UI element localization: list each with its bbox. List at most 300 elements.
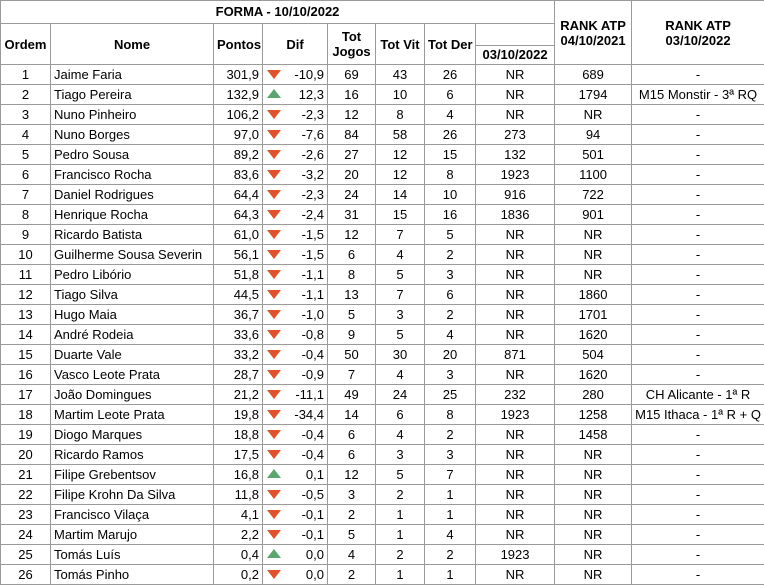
der-cell: 1 <box>425 485 476 505</box>
nome-cell: João Domingues <box>51 385 214 405</box>
semana-cell: - <box>632 185 764 205</box>
der-cell: 8 <box>425 165 476 185</box>
triangle-down-icon <box>267 390 281 399</box>
nome-cell: Nuno Borges <box>51 125 214 145</box>
vit-cell: 8 <box>376 105 425 125</box>
dif-cell <box>263 85 328 105</box>
pontos-cell: 18,8 <box>214 425 263 445</box>
ordem-cell: 17 <box>1 385 51 405</box>
ordem-cell: 9 <box>1 225 51 245</box>
pontos-cell: 4,1 <box>214 505 263 525</box>
triangle-down-icon <box>267 370 281 379</box>
nome-cell: André Rodeia <box>51 325 214 345</box>
der-cell: 3 <box>425 445 476 465</box>
der-cell: 26 <box>425 125 476 145</box>
rank-2022-cell: 1794 <box>555 85 632 105</box>
rank-2021-cell: NR <box>476 265 555 285</box>
nome-cell: Martim Leote Prata <box>51 405 214 425</box>
triangle-down-icon <box>267 510 281 519</box>
table-row <box>1 325 764 345</box>
rank-2021-cell: 232 <box>476 385 555 405</box>
rank-2022-cell: NR <box>555 485 632 505</box>
semana-cell: - <box>632 365 764 385</box>
table-row <box>1 225 764 245</box>
rank-2021-cell: NR <box>476 105 555 125</box>
table-row <box>1 285 764 305</box>
rank-2021-cell: NR <box>476 325 555 345</box>
ordem-cell: 16 <box>1 365 51 385</box>
nome-cell: Tomás Pinho <box>51 565 214 585</box>
rank-2021-cell: NR <box>476 485 555 505</box>
table-row <box>1 445 764 465</box>
jogos-cell: 31 <box>328 205 376 225</box>
triangle-down-icon <box>267 270 281 279</box>
dif-value: -0,8 <box>302 325 324 344</box>
table-row <box>1 425 764 445</box>
semana-cell: - <box>632 165 764 185</box>
rank-2022-cell: 689 <box>555 65 632 85</box>
jogos-cell: 13 <box>328 285 376 305</box>
triangle-down-icon <box>267 70 281 79</box>
semana-cell: M15 Ithaca - 1ª R + Q <box>632 405 764 425</box>
ordem-cell: 5 <box>1 145 51 165</box>
vit-cell: 3 <box>376 445 425 465</box>
vit-cell: 24 <box>376 385 425 405</box>
rank-2021-cell: NR <box>476 305 555 325</box>
ordem-cell: 4 <box>1 125 51 145</box>
dif-cell <box>263 425 328 445</box>
dif-cell <box>263 65 328 85</box>
vit-cell: 3 <box>376 305 425 325</box>
jogos-cell: 50 <box>328 345 376 365</box>
pontos-cell: 64,3 <box>214 205 263 225</box>
der-cell: 2 <box>425 305 476 325</box>
dif-value: -1,5 <box>302 225 324 244</box>
ordem-cell: 14 <box>1 325 51 345</box>
jogos-cell: 14 <box>328 405 376 425</box>
semana-cell: - <box>632 485 764 505</box>
rank-2022-cell: NR <box>555 505 632 525</box>
rank-2021-cell: NR <box>476 465 555 485</box>
rank-2022-cell: 1860 <box>555 285 632 305</box>
triangle-down-icon <box>267 190 281 199</box>
table-row <box>1 165 764 185</box>
rank-2021-cell: NR <box>476 245 555 265</box>
nome-cell: Henrique Rocha <box>51 205 214 225</box>
vit-cell: 2 <box>376 485 425 505</box>
vit-cell: 14 <box>376 185 425 205</box>
dif-value: 12,3 <box>299 85 324 104</box>
ordem-cell: 8 <box>1 205 51 225</box>
ordem-cell: 18 <box>1 405 51 425</box>
pontos-cell: 61,0 <box>214 225 263 245</box>
vit-cell: 6 <box>376 405 425 425</box>
triangle-down-icon <box>267 150 281 159</box>
nome-cell: Ricardo Ramos <box>51 445 214 465</box>
dif-cell <box>263 465 328 485</box>
der-cell: 4 <box>425 525 476 545</box>
table-row <box>1 345 764 365</box>
ordem-cell: 24 <box>1 525 51 545</box>
jogos-cell: 84 <box>328 125 376 145</box>
rank-2022-title: RANK ATP <box>635 18 761 33</box>
rank-2021-cell: NR <box>476 85 555 105</box>
nome-cell: Pedro Sousa <box>51 145 214 165</box>
rank-2021-cell: NR <box>476 445 555 465</box>
triangle-down-icon <box>267 530 281 539</box>
semana-cell: - <box>632 305 764 325</box>
jogos-cell: 24 <box>328 185 376 205</box>
table-row <box>1 205 764 225</box>
dif-cell <box>263 125 328 145</box>
der-cell: 4 <box>425 325 476 345</box>
nome-cell: Duarte Vale <box>51 345 214 365</box>
table-row <box>1 305 764 325</box>
dif-cell <box>263 565 328 585</box>
dif-value: -0,4 <box>302 345 324 364</box>
pontos-cell: 51,8 <box>214 265 263 285</box>
dif-cell <box>263 345 328 365</box>
table-row <box>1 565 764 585</box>
nome-cell: Pedro Libório <box>51 265 214 285</box>
triangle-up-icon <box>267 89 281 98</box>
nome-cell: Nuno Pinheiro <box>51 105 214 125</box>
ordem-cell: 2 <box>1 85 51 105</box>
semana-cell: - <box>632 465 764 485</box>
rank-2022-cell: NR <box>555 105 632 125</box>
rank-2021-date: 04/10/2021 <box>558 33 628 48</box>
jogos-cell: 6 <box>328 425 376 445</box>
jogos-cell: 4 <box>328 545 376 565</box>
rank-2022-cell: NR <box>555 565 632 585</box>
der-cell: 15 <box>425 145 476 165</box>
semana-cell: - <box>632 565 764 585</box>
nome-cell: Francisco Vilaça <box>51 505 214 525</box>
dif-value: -0,1 <box>302 505 324 524</box>
rank-2022-cell: NR <box>555 245 632 265</box>
vit-cell: 7 <box>376 225 425 245</box>
vit-cell: 5 <box>376 325 425 345</box>
der-cell: 1 <box>425 565 476 585</box>
dif-value: 0,1 <box>306 465 324 484</box>
rank-2022-cell: 1620 <box>555 365 632 385</box>
pontos-cell: 21,2 <box>214 385 263 405</box>
rank-2021-cell: 132 <box>476 145 555 165</box>
pontos-cell: 17,5 <box>214 445 263 465</box>
table-row <box>1 65 764 85</box>
vit-cell: 58 <box>376 125 425 145</box>
jogos-cell: 6 <box>328 445 376 465</box>
der-cell: 2 <box>425 545 476 565</box>
rank-2021-cell: 1923 <box>476 165 555 185</box>
rank-2021-cell: NR <box>476 365 555 385</box>
der-cell: 2 <box>425 245 476 265</box>
jogos-cell: 16 <box>328 85 376 105</box>
semana-cell: - <box>632 285 764 305</box>
rank-2021-cell: 1836 <box>476 205 555 225</box>
dif-cell <box>263 105 328 125</box>
dif-cell <box>263 185 328 205</box>
vit-cell: 1 <box>376 525 425 545</box>
der-cell: 16 <box>425 205 476 225</box>
col-tot-vit: Tot Vit <box>376 24 425 65</box>
table-title: FORMA - 10/10/2022 <box>1 1 555 24</box>
dif-cell <box>263 445 328 465</box>
triangle-down-icon <box>267 290 281 299</box>
rank-2022-cell: 94 <box>555 125 632 145</box>
der-cell: 8 <box>425 405 476 425</box>
jogos-cell: 5 <box>328 525 376 545</box>
ordem-cell: 19 <box>1 425 51 445</box>
ordem-cell: 10 <box>1 245 51 265</box>
rank-2021-cell: NR <box>476 65 555 85</box>
rank-2022-date: 03/10/2022 <box>635 33 761 48</box>
dif-cell <box>263 325 328 345</box>
rank-2022-cell: 501 <box>555 145 632 165</box>
ordem-cell: 15 <box>1 345 51 365</box>
table-row <box>1 245 764 265</box>
dif-value: -2,3 <box>302 105 324 124</box>
der-cell: 6 <box>425 85 476 105</box>
nome-cell: Filipe Grebentsov <box>51 465 214 485</box>
jogos-cell: 69 <box>328 65 376 85</box>
dif-cell <box>263 205 328 225</box>
semana-date: 03/10/2022 <box>476 46 555 65</box>
rank-2021-cell: 1923 <box>476 405 555 425</box>
pontos-cell: 106,2 <box>214 105 263 125</box>
semana-cell: - <box>632 245 764 265</box>
table-row <box>1 385 764 405</box>
rank-2022-cell: 722 <box>555 185 632 205</box>
ordem-cell: 25 <box>1 545 51 565</box>
pontos-cell: 19,8 <box>214 405 263 425</box>
semana-cell: - <box>632 545 764 565</box>
semana-cell: - <box>632 145 764 165</box>
triangle-down-icon <box>267 250 281 259</box>
triangle-up-icon <box>267 469 281 478</box>
semana-cell: - <box>632 505 764 525</box>
table-row <box>1 545 764 565</box>
dif-value: -2,6 <box>302 145 324 164</box>
dif-cell <box>263 365 328 385</box>
triangle-down-icon <box>267 230 281 239</box>
nome-cell: Tiago Silva <box>51 285 214 305</box>
jogos-cell: 12 <box>328 465 376 485</box>
dif-value: -1,1 <box>302 285 324 304</box>
semana-cell: - <box>632 345 764 365</box>
pontos-cell: 2,2 <box>214 525 263 545</box>
dif-value: -0,5 <box>302 485 324 504</box>
pontos-cell: 301,9 <box>214 65 263 85</box>
ordem-cell: 23 <box>1 505 51 525</box>
rank-2022-cell: 504 <box>555 345 632 365</box>
ordem-cell: 21 <box>1 465 51 485</box>
semana-cell: - <box>632 225 764 245</box>
table-row <box>1 365 764 385</box>
vit-cell: 7 <box>376 285 425 305</box>
vit-cell: 30 <box>376 345 425 365</box>
rank-2022-cell: NR <box>555 545 632 565</box>
jogos-cell: 8 <box>328 265 376 285</box>
triangle-down-icon <box>267 310 281 319</box>
semana-cell: - <box>632 265 764 285</box>
pontos-cell: 44,5 <box>214 285 263 305</box>
dif-cell <box>263 165 328 185</box>
der-cell: 5 <box>425 225 476 245</box>
triangle-down-icon <box>267 130 281 139</box>
dif-value: -3,2 <box>302 165 324 184</box>
jogos-cell: 2 <box>328 505 376 525</box>
semana-cell: - <box>632 525 764 545</box>
semana-cell: - <box>632 65 764 85</box>
pontos-cell: 28,7 <box>214 365 263 385</box>
triangle-up-icon <box>267 549 281 558</box>
pontos-cell: 56,1 <box>214 245 263 265</box>
table-row <box>1 105 764 125</box>
dif-value: -0,9 <box>302 365 324 384</box>
dif-cell <box>263 285 328 305</box>
dif-value: -2,3 <box>302 185 324 204</box>
pontos-cell: 33,2 <box>214 345 263 365</box>
der-cell: 6 <box>425 285 476 305</box>
der-cell: 2 <box>425 425 476 445</box>
ordem-cell: 1 <box>1 65 51 85</box>
vit-cell: 12 <box>376 145 425 165</box>
pontos-cell: 0,4 <box>214 545 263 565</box>
table-row <box>1 485 764 505</box>
dif-cell <box>263 485 328 505</box>
rank-2021-cell: 1923 <box>476 545 555 565</box>
pontos-cell: 33,6 <box>214 325 263 345</box>
dif-value: -10,9 <box>294 65 324 84</box>
jogos-cell: 2 <box>328 565 376 585</box>
rank-2021-title: RANK ATP <box>558 18 628 33</box>
nome-cell: Tomás Luís <box>51 545 214 565</box>
rank-2022-cell: 901 <box>555 205 632 225</box>
pontos-cell: 89,2 <box>214 145 263 165</box>
nome-cell: Francisco Rocha <box>51 165 214 185</box>
dif-cell <box>263 225 328 245</box>
dif-cell <box>263 525 328 545</box>
pontos-cell: 0,2 <box>214 565 263 585</box>
col-pontos: Pontos <box>214 24 263 65</box>
dif-cell <box>263 305 328 325</box>
ordem-cell: 26 <box>1 565 51 585</box>
dif-cell <box>263 245 328 265</box>
der-cell: 25 <box>425 385 476 405</box>
der-cell: 26 <box>425 65 476 85</box>
vit-cell: 4 <box>376 365 425 385</box>
triangle-down-icon <box>267 570 281 579</box>
dif-cell <box>263 145 328 165</box>
ordem-cell: 11 <box>1 265 51 285</box>
vit-cell: 15 <box>376 205 425 225</box>
dif-value: -11,1 <box>295 385 324 404</box>
vit-cell: 4 <box>376 245 425 265</box>
dif-value: -1,5 <box>302 245 324 264</box>
pontos-cell: 16,8 <box>214 465 263 485</box>
dif-value: -1,1 <box>302 265 324 284</box>
triangle-down-icon <box>267 430 281 439</box>
ordem-cell: 12 <box>1 285 51 305</box>
nome-cell: Daniel Rodrigues <box>51 185 214 205</box>
pontos-cell: 36,7 <box>214 305 263 325</box>
ordem-cell: 7 <box>1 185 51 205</box>
rank-2021-cell: NR <box>476 225 555 245</box>
nome-cell: Filipe Krohn Da Silva <box>51 485 214 505</box>
dif-cell <box>263 545 328 565</box>
der-cell: 1 <box>425 505 476 525</box>
der-cell: 20 <box>425 345 476 365</box>
vit-cell: 5 <box>376 465 425 485</box>
jogos-cell: 12 <box>328 105 376 125</box>
rank-2022-cell: 1701 <box>555 305 632 325</box>
semana-cell: - <box>632 205 764 225</box>
dif-value: -0,4 <box>302 425 324 444</box>
dif-cell <box>263 505 328 525</box>
dif-value: -7,6 <box>302 125 324 144</box>
jogos-cell: 27 <box>328 145 376 165</box>
rank-2022-header <box>632 1 764 65</box>
rank-2021-cell: 871 <box>476 345 555 365</box>
der-cell: 4 <box>425 105 476 125</box>
rank-2021-cell: NR <box>476 425 555 445</box>
rank-2021-header <box>555 1 632 65</box>
dif-value: -34,4 <box>294 405 324 424</box>
semana-cell: M15 Monstir - 3ª RQ <box>632 85 764 105</box>
nome-cell: Diogo Marques <box>51 425 214 445</box>
nome-cell: Ricardo Batista <box>51 225 214 245</box>
col-tot-der: Tot Der <box>425 24 476 65</box>
triangle-down-icon <box>267 490 281 499</box>
pontos-cell: 11,8 <box>214 485 263 505</box>
rank-2022-cell: 1258 <box>555 405 632 425</box>
table-row <box>1 85 764 105</box>
rank-2022-cell: NR <box>555 265 632 285</box>
triangle-down-icon <box>267 110 281 119</box>
vit-cell: 5 <box>376 265 425 285</box>
nome-cell: Jaime Faria <box>51 65 214 85</box>
jogos-cell: 49 <box>328 385 376 405</box>
table-row <box>1 405 764 425</box>
dif-cell <box>263 265 328 285</box>
dif-cell <box>263 405 328 425</box>
triangle-down-icon <box>267 210 281 219</box>
nome-cell: Vasco Leote Prata <box>51 365 214 385</box>
triangle-down-icon <box>267 410 281 419</box>
dif-value: 0,0 <box>306 545 324 564</box>
dif-value: -0,1 <box>302 525 324 544</box>
col-dif: Dif <box>263 24 328 65</box>
jogos-cell: 9 <box>328 325 376 345</box>
table-row <box>1 465 764 485</box>
rank-2022-cell: NR <box>555 525 632 545</box>
triangle-down-icon <box>267 170 281 179</box>
nome-cell: Guilherme Sousa Severin <box>51 245 214 265</box>
pontos-cell: 97,0 <box>214 125 263 145</box>
pontos-cell: 83,6 <box>214 165 263 185</box>
table-row <box>1 185 764 205</box>
ordem-cell: 3 <box>1 105 51 125</box>
ordem-cell: 6 <box>1 165 51 185</box>
triangle-down-icon <box>267 330 281 339</box>
table-row <box>1 125 764 145</box>
dif-value: -2,4 <box>302 205 324 224</box>
rank-2022-cell: NR <box>555 225 632 245</box>
rank-2022-cell: 1458 <box>555 425 632 445</box>
vit-cell: 1 <box>376 505 425 525</box>
dif-cell <box>263 385 328 405</box>
